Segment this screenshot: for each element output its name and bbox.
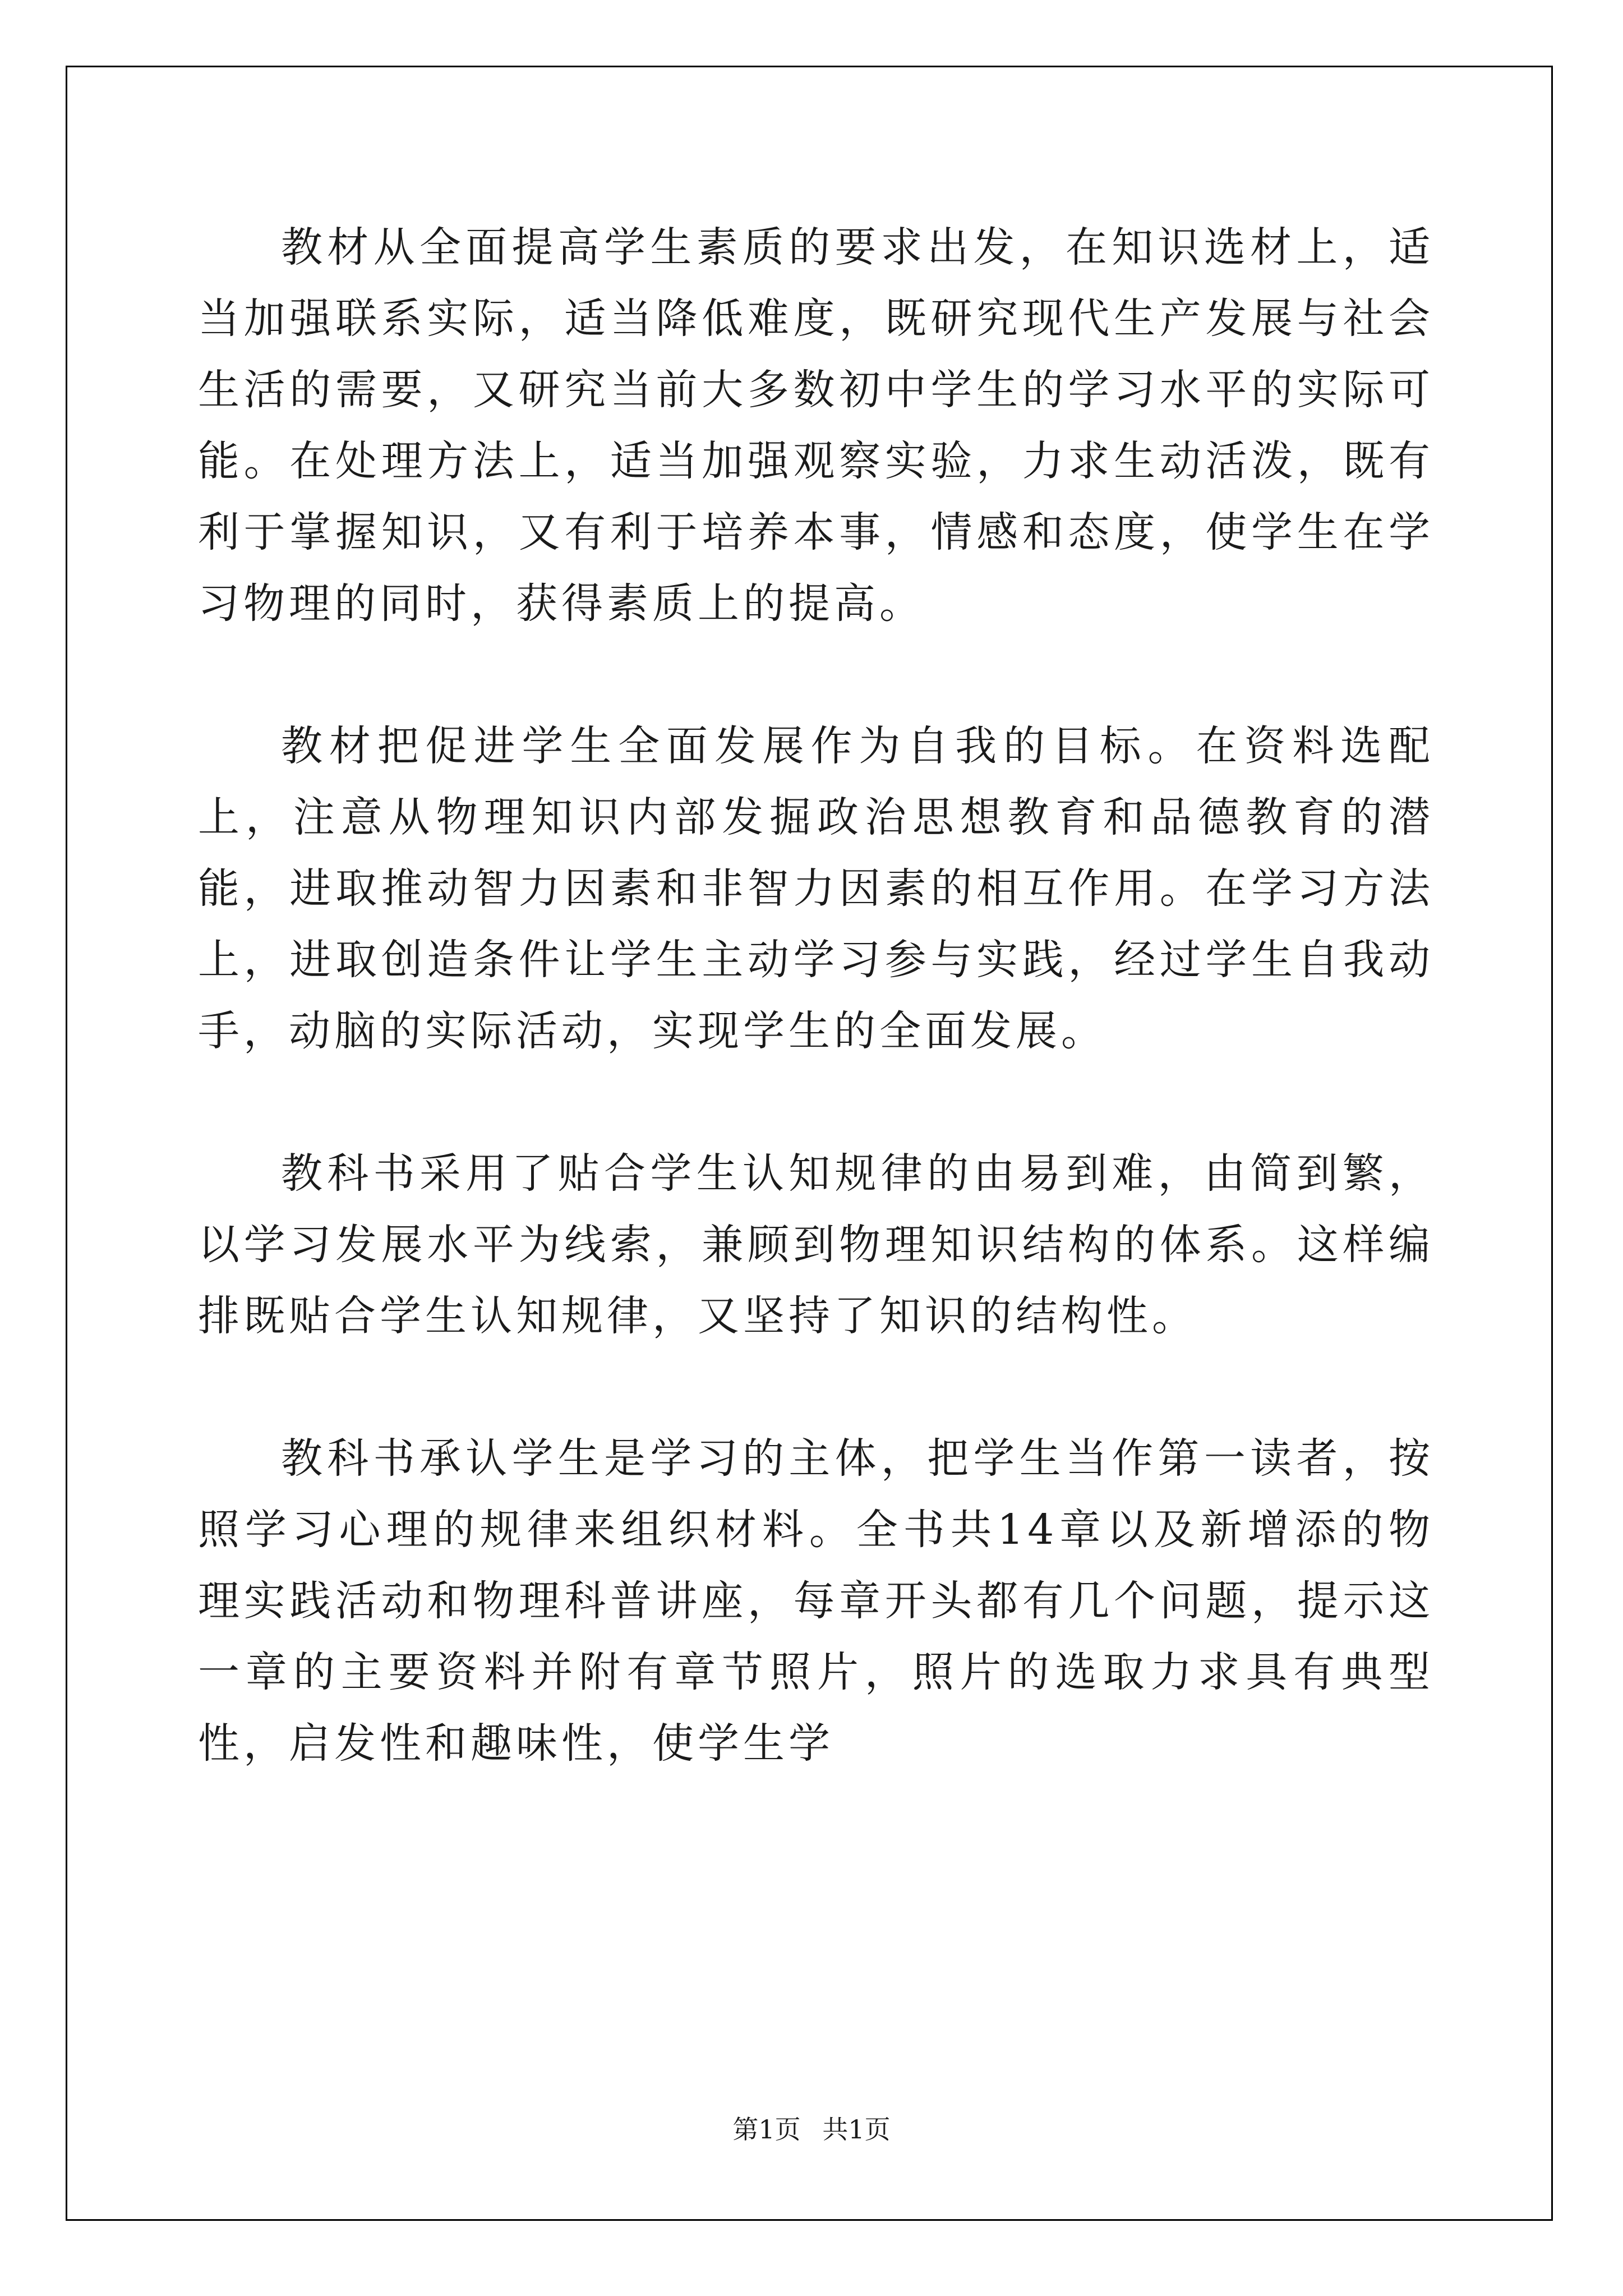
- paragraph-2: 教材把促进学生全面发展作为自我的目标。在资料选配上，注意从物理知识内部发掘政治思想教育和品德教育的潜能，进取推动智力因素和非智力因素的相互作用。在学习方法上，进取创造条件让学生主动学习参与实践，经过学生自我动手，动脑的实际活动，实现学生的全面发展。: [198, 722, 1434, 1055]
- paragraph-3: 教科书采用了贴合学生认知规律的由易到难，由简到繁，以学习发展水平为线索，兼顾到物理知识结构的体系。这样编排既贴合学生认知规律，又坚持了知识的结构性。: [198, 1149, 1434, 1340]
- document-body: [198, 212, 1434, 1851]
- page-number-total: 共1页: [822, 2114, 891, 2145]
- paragraph-1: 教材从全面提高学生素质的要求出发，在知识选材上，适当加强联系实际，适当降低难度，既研究现代生产发展与社会生活的需要，又研究当前大多数初中学生的学习水平的实际可能。在处理方法上，适当加强观察实验，力求生动活泼，既有利于掌握知识，又有利于培养本事，情感和态度，使学生在学习物理的同时，获得素质上的提高。: [198, 223, 1434, 628]
- page-number-current: 第1页: [732, 2114, 801, 2145]
- paragraph-4: 教科书承认学生是学习的主体，把学生当作第一读者，按照学习心理的规律来组织材料。全书共14章以及新增添的物理实践活动和物理科普讲座，每章开头都有几个问题，提示这一章的主要资料并附有章节照片，照片的选取力求具有典型性，启发性和趣味性，使学生学: [198, 1434, 1434, 1768]
- page-footer: [0, 2109, 1623, 2146]
